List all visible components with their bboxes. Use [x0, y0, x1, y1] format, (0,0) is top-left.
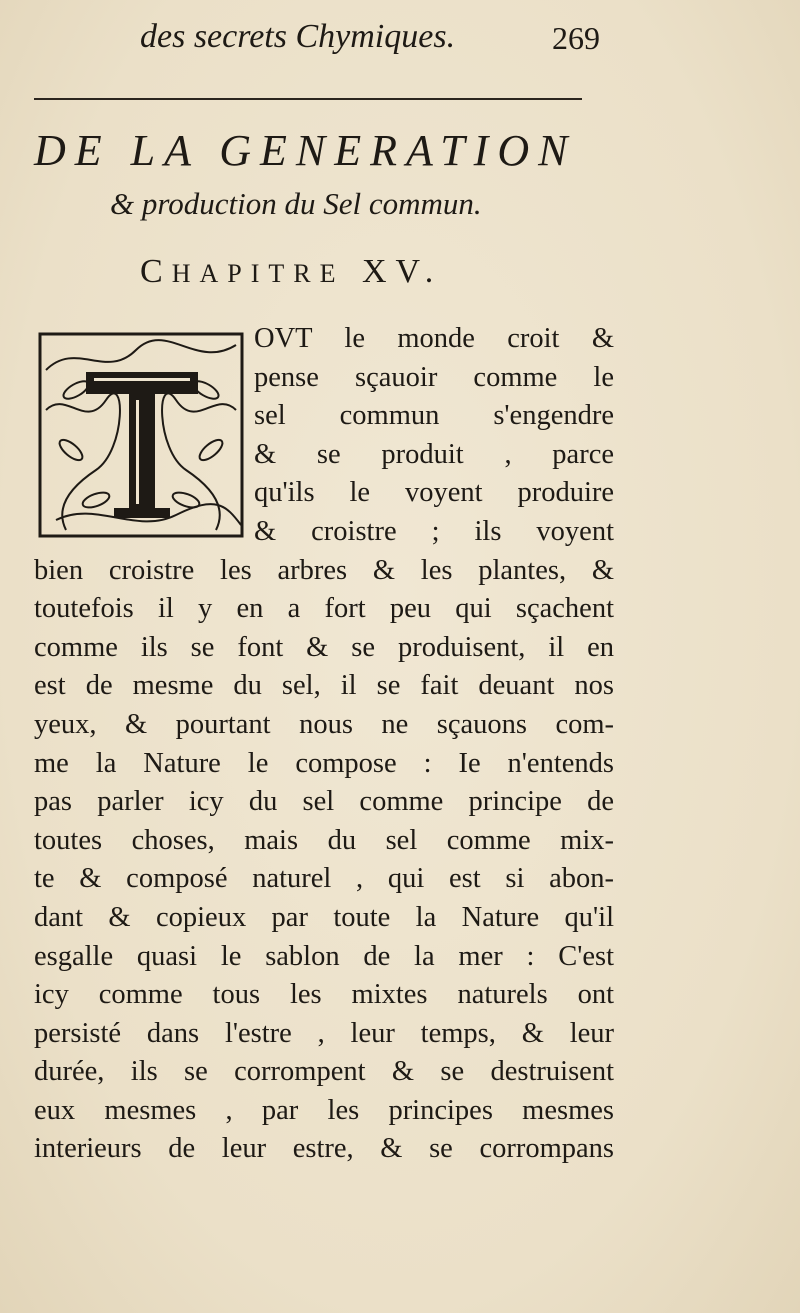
running-head	[140, 18, 600, 68]
body-line: OVT le monde croit &	[254, 323, 614, 354]
body-line: & croistre ; ils voyent	[254, 515, 614, 547]
chapter-heading	[140, 253, 442, 291]
chapter-number: XV.	[361, 253, 443, 290]
body-line: icy comme tous les mixtes naturels ont	[34, 979, 614, 1011]
body-line: dant & copieux par toute la Nature qu'il	[34, 901, 614, 933]
body-line: & se produit , parce	[254, 438, 614, 470]
body-line: toutes choses, mais du sel comme mix-	[34, 824, 614, 856]
body-line: est de mesme du sel, il se fait deuant nos	[34, 670, 614, 702]
body-line: te & composé naturel , qui est si abon-	[34, 863, 614, 895]
body-line: eux mesmes , par les principes mesmes	[34, 1094, 614, 1126]
body-line: yeux, & pourtant nous ne sçauons com-	[34, 708, 614, 740]
body-line: me la Nature le compose : Ie n'entends	[34, 747, 614, 779]
body-line: persisté dans l'estre , leur temps, & leur	[34, 1017, 614, 1049]
body-line: bien croistre les arbres & les plantes, &	[34, 554, 614, 586]
header-rule	[34, 98, 582, 100]
body-line: interieurs de leur estre, & se corrompans	[34, 1133, 614, 1165]
body-line: pense sçauoir comme le	[254, 361, 614, 393]
body-text	[34, 320, 614, 1169]
body-line: esgalle quasi le sablon de la mer : C'est	[34, 940, 614, 972]
chapter-heading-word: HAPITRE	[171, 259, 345, 288]
section-title: DE LA GENERATION	[34, 126, 577, 175]
chapter-heading-initial: C	[140, 253, 172, 290]
section-subtitle: & production du Sel commun.	[110, 186, 482, 221]
page-number: 269	[552, 20, 600, 56]
body-line: pas parler icy du sel comme principe de	[34, 786, 614, 818]
running-title: des secrets Chymiques.	[140, 18, 456, 55]
body-line: durée, ils se corrompent & se destruisent	[34, 1056, 614, 1088]
body-line: comme ils se font & se produisent, il en	[34, 631, 614, 663]
body-line: qu'ils le voyent produire	[254, 477, 614, 509]
body-line: toutefois il y en a fort peu qui sçachent	[34, 593, 614, 625]
body-line: sel commun s'engendre	[254, 400, 614, 432]
